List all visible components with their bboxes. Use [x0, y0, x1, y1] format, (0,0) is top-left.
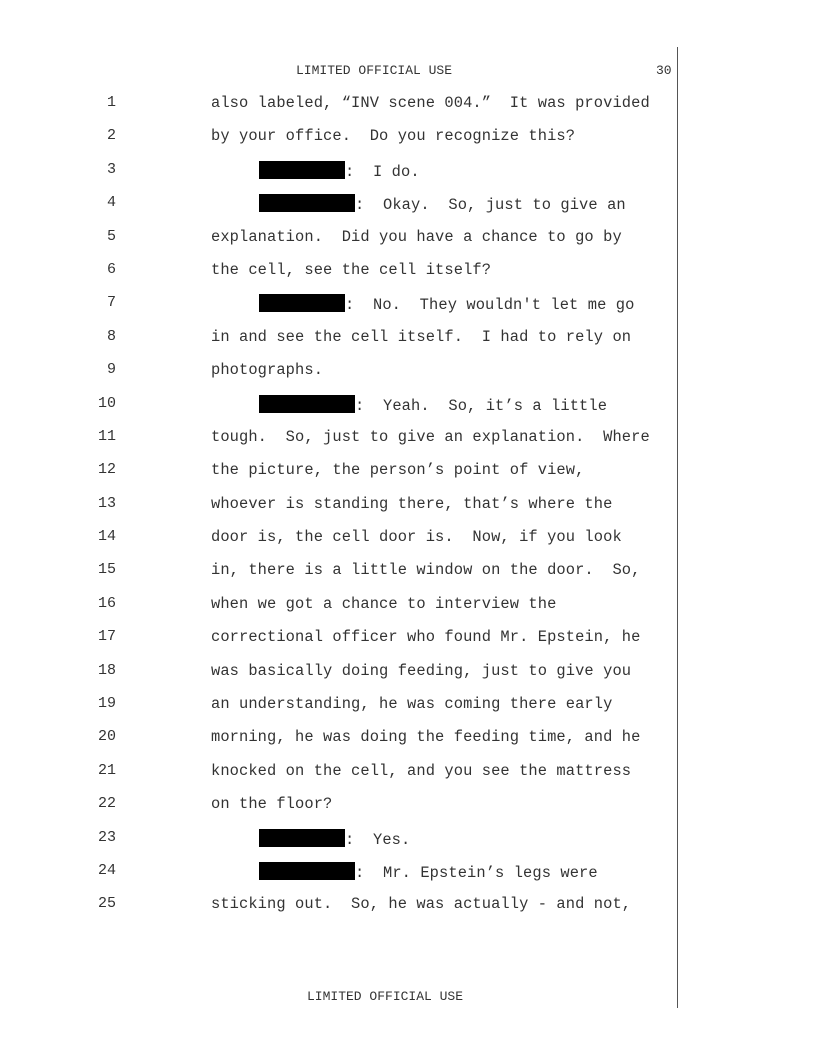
line-number: 11: [97, 427, 116, 445]
line-number: 9: [106, 361, 116, 379]
line-text: when we got a chance to interview the: [211, 594, 557, 613]
line-number: 22: [97, 795, 116, 813]
line-number: 18: [97, 661, 116, 679]
line-text: : I do.: [345, 162, 420, 181]
transcript-line: [0, 726, 816, 759]
transcript-line: [0, 493, 816, 526]
transcript-line: [0, 125, 816, 158]
transcript-line: [0, 292, 816, 325]
transcript-line: [0, 359, 816, 392]
line-text: an understanding, he was coming there early: [211, 695, 613, 714]
line-text: also labeled, “INV scene 004.” It was provided: [211, 94, 650, 112]
line-number: 24: [97, 861, 116, 879]
transcript-line: [0, 426, 816, 459]
line-number: 6: [106, 260, 116, 278]
redaction-block: [259, 862, 355, 880]
transcript-line: [0, 459, 816, 492]
line-text: photographs.: [211, 361, 324, 380]
line-text: explanation. Did you have a chance to go by: [211, 227, 622, 246]
line-number: 1: [106, 94, 116, 111]
speaker-line: [259, 294, 634, 314]
line-number: 25: [97, 895, 116, 913]
speaker-line: [259, 194, 626, 214]
line-number: 13: [97, 494, 116, 512]
line-number: 16: [97, 594, 116, 612]
line-text: knocked on the cell, and you see the mattress: [211, 761, 632, 780]
line-text: the picture, the person’s point of view,: [211, 461, 585, 480]
line-number: 14: [97, 528, 116, 546]
line-text: by your office. Do you recognize this?: [211, 127, 576, 146]
transcript-lines: [0, 92, 816, 927]
speaker-line: [259, 395, 607, 415]
line-text: sticking out. So, he was actually - and not,: [211, 895, 632, 914]
line-number: 8: [106, 327, 116, 345]
line-number: 4: [106, 194, 116, 212]
transcript-line: [0, 860, 816, 893]
transcript-line: [0, 526, 816, 559]
line-number: 23: [97, 828, 116, 846]
line-text: : Mr. Epstein’s legs were: [355, 863, 598, 882]
transcript-line: [0, 760, 816, 793]
page-number: 30: [656, 63, 672, 78]
footer-classification: LIMITED OFFICIAL USE: [307, 989, 464, 1004]
line-text: morning, he was doing the feeding time, and he: [211, 728, 641, 747]
transcript-line: [0, 893, 816, 926]
transcript-line: [0, 793, 816, 826]
redaction-block: [259, 829, 345, 847]
transcript-line: [0, 593, 816, 626]
line-text: : Yeah. So, it’s a little: [355, 396, 608, 415]
line-number: 10: [97, 394, 116, 412]
line-number: 12: [97, 461, 116, 479]
line-text: in, there is a little window on the door. So,: [211, 561, 641, 580]
redaction-block: [259, 294, 345, 312]
transcript-line: [0, 326, 816, 359]
transcript-line: [0, 626, 816, 659]
line-text: correctional officer who found Mr. Epstein, he: [211, 628, 641, 647]
redaction-block: [259, 161, 345, 179]
speaker-line: [259, 862, 598, 882]
redaction-block: [259, 194, 355, 212]
transcript-line: [0, 559, 816, 592]
transcript-line: [0, 159, 816, 192]
transcript-line: [0, 259, 816, 292]
line-number: 20: [97, 728, 116, 746]
transcript-line: [0, 660, 816, 693]
transcript-line: [0, 192, 816, 225]
line-text: : No. They wouldn't let me go: [345, 296, 635, 315]
line-text: tough. So, just to give an explanation. Where: [211, 427, 650, 446]
transcript-line: [0, 827, 816, 860]
line-text: whoever is standing there, that’s where the: [211, 494, 613, 513]
line-text: door is, the cell door is. Now, if you look: [211, 528, 622, 547]
speaker-line: [259, 829, 410, 849]
line-number: 7: [106, 294, 116, 312]
line-number: 3: [106, 160, 116, 178]
redaction-block: [259, 395, 355, 413]
transcript-line: [0, 92, 816, 125]
line-text: was basically doing feeding, just to give you: [211, 661, 632, 680]
line-text: on the floor?: [211, 795, 333, 814]
header-classification: LIMITED OFFICIAL USE: [296, 63, 453, 78]
line-text: in and see the cell itself. I had to rely on: [211, 327, 632, 346]
line-number: 5: [106, 227, 116, 245]
speaker-line: [259, 161, 420, 181]
line-number: 15: [97, 561, 116, 579]
transcript-line: [0, 226, 816, 259]
line-text: the cell, see the cell itself?: [211, 260, 492, 279]
line-number: 17: [97, 628, 116, 646]
transcript-line: [0, 393, 816, 426]
line-text: : Yes.: [345, 830, 411, 849]
line-number: 21: [97, 761, 116, 779]
line-number: 2: [106, 127, 116, 145]
line-number: 19: [97, 695, 116, 713]
line-text: : Okay. So, just to give an: [355, 196, 626, 215]
transcript-line: [0, 693, 816, 726]
